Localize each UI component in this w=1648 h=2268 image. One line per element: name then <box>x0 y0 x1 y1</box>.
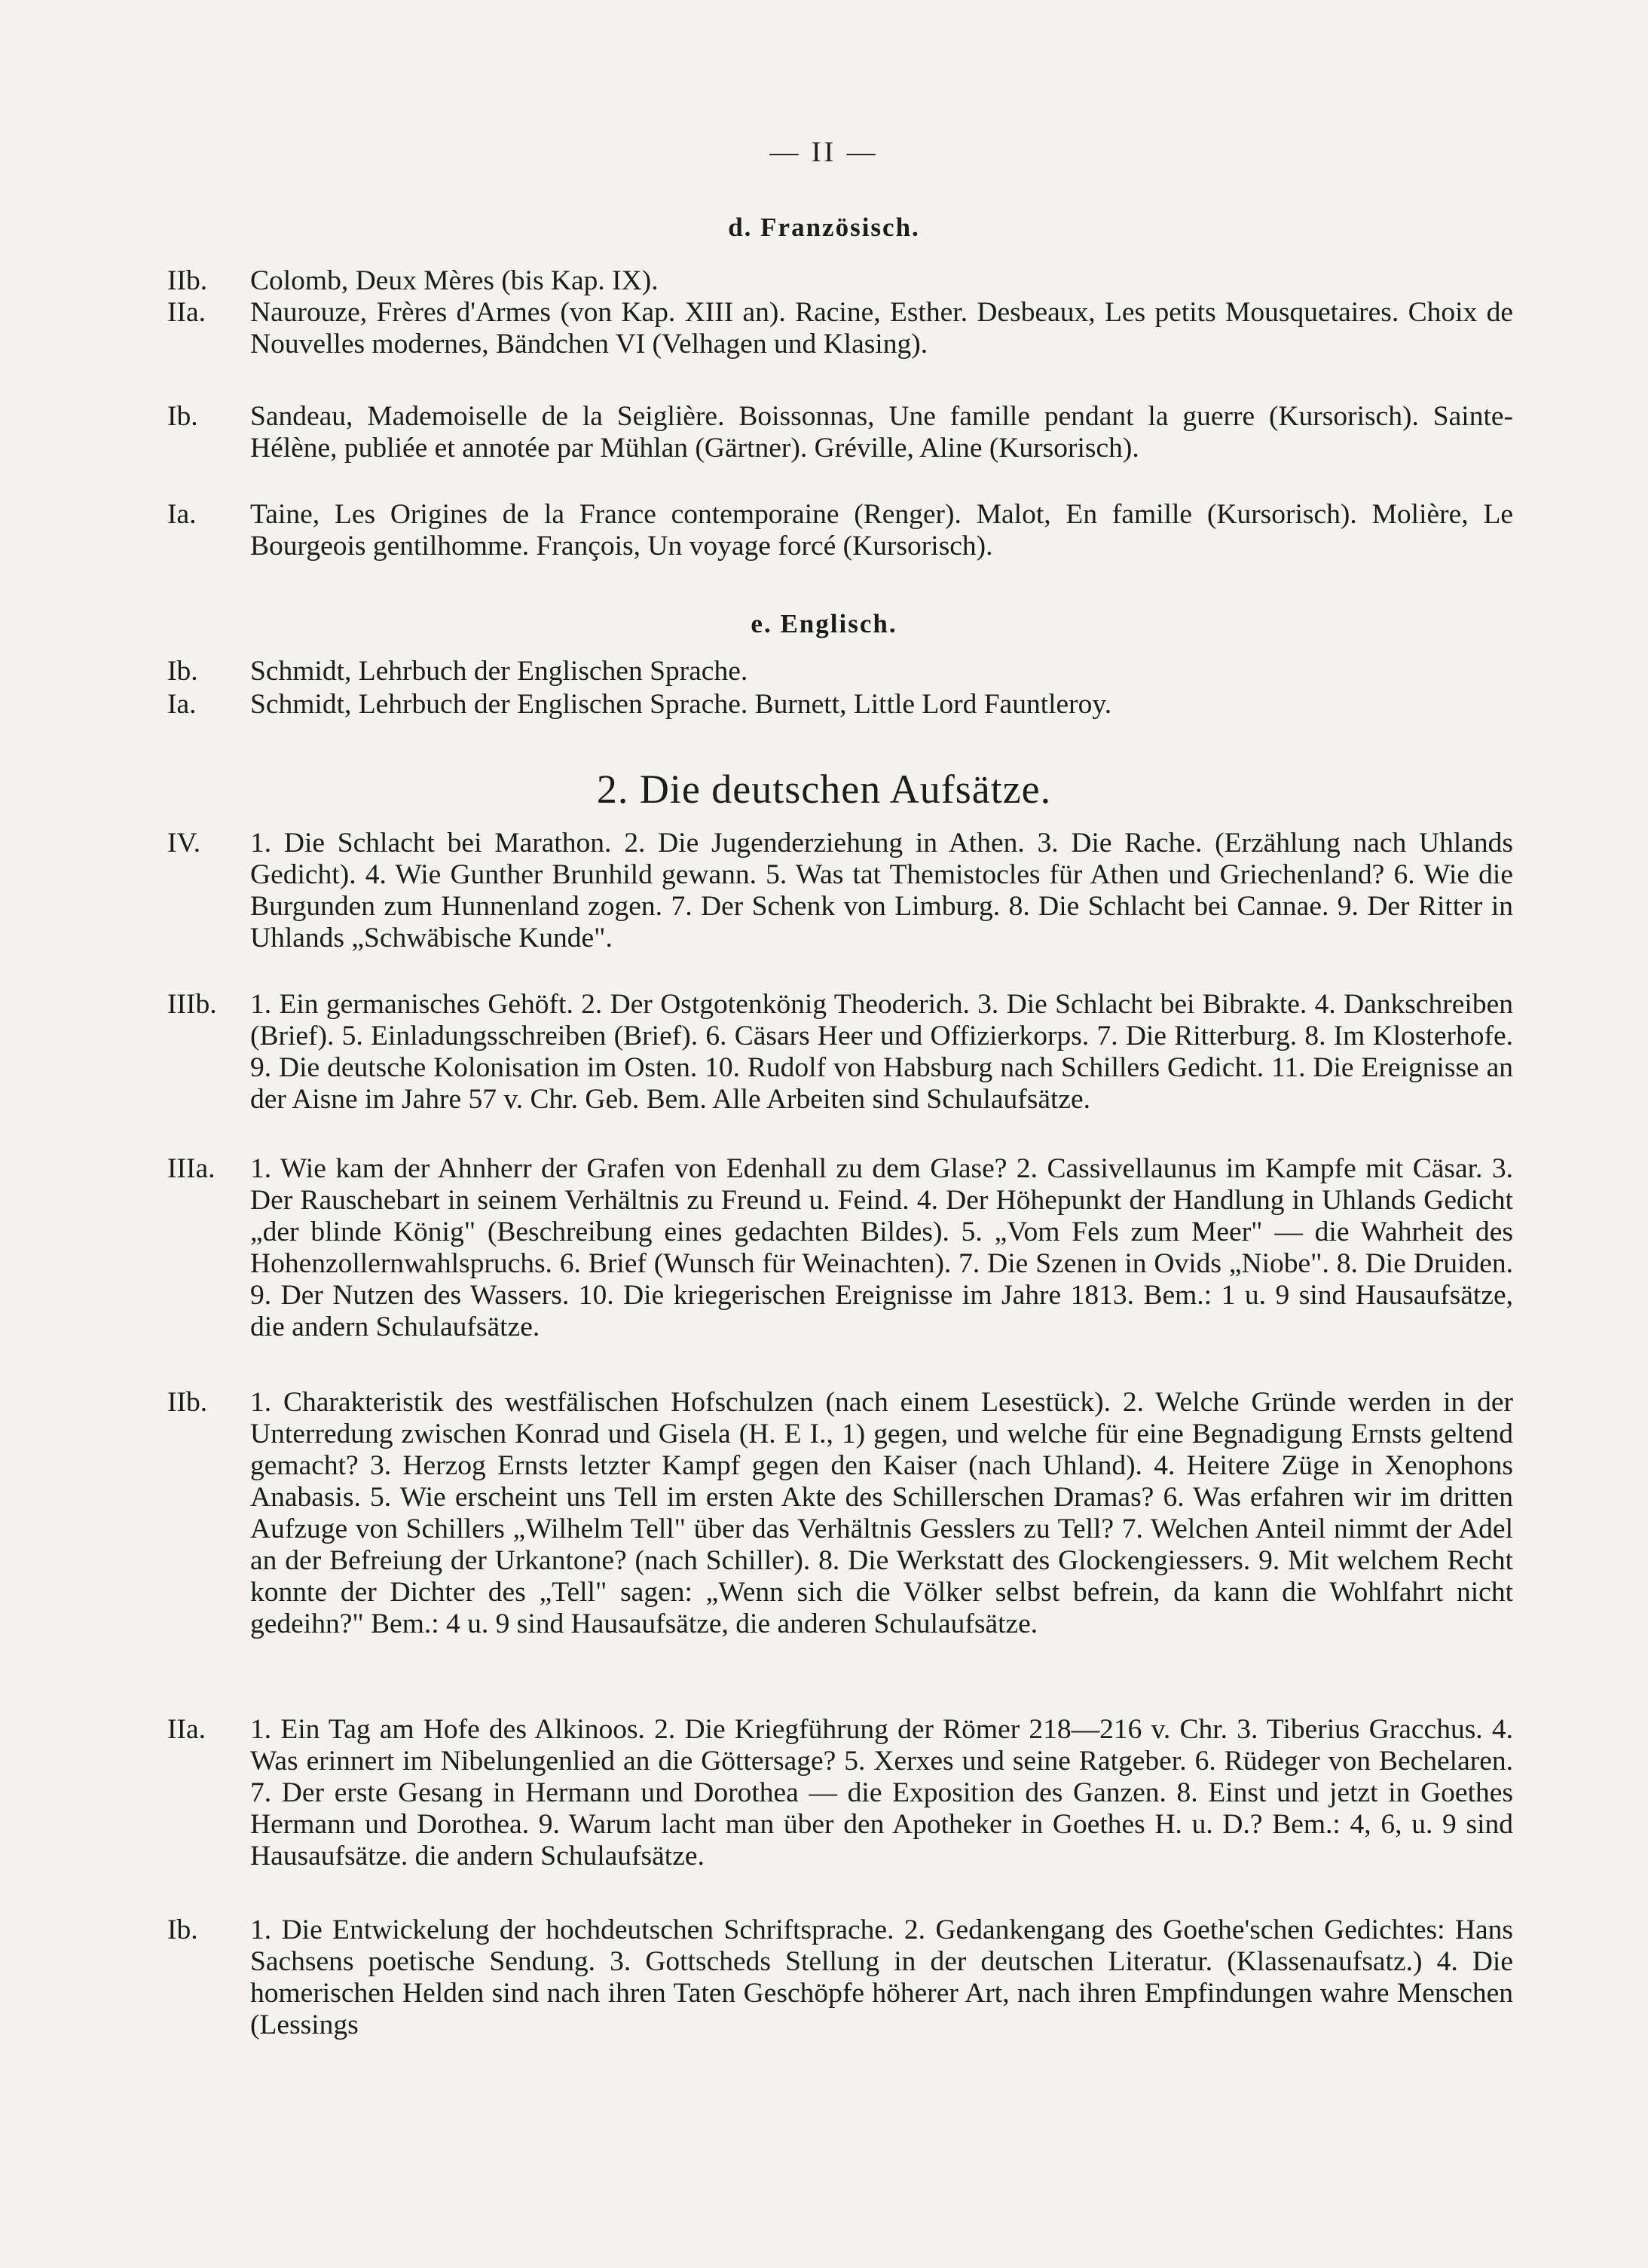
heading-english: e. Englisch. <box>751 609 897 638</box>
essay-entry <box>167 828 1513 986</box>
entry-text: 1. Ein Tag am Hofe des Alkinoos. 2. Die Kriegführung der Römer 218—216 v. Chr. 3. Tiberius Gracchus. 4. Was erinnert im Nibelungenlied an die Göttersage? 5. Xerxes und seine Ratgeber. 6. Rüdeger von Bechelaren. 7. Der erste Gesang in Hermann und Dorothea — die Exposition des Ganzen. 8. Einst und jetzt in Goethes Hermann und Dorothea. 9. Warum lacht man über den Apotheker in Goethes H. u. D.? Bem.: 4, 6, u. 9 sind Hausaufsätze. die andern Schulaufsätze. <box>250 1714 1513 1872</box>
class-label: IIIa. <box>167 1153 216 1184</box>
entry-text: 1. Die Entwickelung der hochdeutschen Schriftsprache. 2. Gedankengang des Goethe'schen Gedichtes: Hans Sachsens poetische Sendung. 3. Gottscheds Stellung in der deutschen Literatur. (Klassenaufsatz.) 4. Die homerischen Helden sind nach ihren Taten Geschöpfe höherer Art, nach ihren Empfindungen wahre Menschen (Lessings <box>250 1914 1513 2040</box>
heading-french: d. Französisch. <box>728 213 920 242</box>
entry-text: Colomb, Deux Mères (bis Kap. IX). <box>250 265 659 296</box>
entry-text: 1. Charakteristik des westfälischen Hofschulzen (nach einem Lesestück). 2. Welche Gründe werden in der Unterredung zwischen Konrad und Gisela (H. E I., 1) gegen, und welche für eine Begnadigung Ernsts geltend gemacht? 3. Herzog Ernsts letzter Kampf gegen den Kaiser (nach Uhland). 4. Heitere Züge in Xenophons Anabasis. 5. Wie erscheint uns Tell im ersten Akte des Schillerschen Dramas? 6. Was erfahren wir im dritten Aufzuge von Schillers „Wilhelm Tell" über das Verhältnis Gesslers zu Tell? 7. Welchen Anteil nimmt der Adel an der Befreiung der Urkantone? (nach Schiller). 8. Die Werkstatt des Glockengiessers. 9. Mit welchem Recht konnte der Dichter des „Tell" sagen: „Wenn sich die Völker selbst befrein, da kann die Wohlfahrt nicht gedeihn?" Bem.: 4 u. 9 sind Hausaufsätze, die anderen Schulaufsätze. <box>250 1387 1513 1639</box>
english-entry <box>167 689 1513 721</box>
class-label: IIb. <box>167 265 208 296</box>
french-entry <box>167 297 1513 392</box>
entry-text: Taine, Les Origines de la France contemporaine (Renger). Malot, En famille (Kursorisch). Molière, Le Bourgeois gentilhomme. François, Un voyage forcé (Kursorisch). <box>250 499 1513 562</box>
essay-entry <box>167 1714 1513 1904</box>
class-label: IV. <box>167 828 201 859</box>
essay-entry <box>167 1914 1513 2043</box>
french-entry <box>167 401 1513 496</box>
essay-entry <box>167 1387 1513 1703</box>
class-label: IIa. <box>167 1714 206 1745</box>
french-entry <box>167 499 1513 594</box>
english-entry <box>167 656 1513 687</box>
french-entry <box>167 265 1513 297</box>
entry-text: 1. Ein germanisches Gehöft. 2. Der Ostgotenkönig Theoderich. 3. Die Schlacht bei Bibrakte. 4. Dankschreiben (Brief). 5. Einladungsschreiben (Brief). 6. Cäsars Heer und Offizierkorps. 7. Die Ritterburg. 8. Im Klosterhofe. 9. Die deutsche Kolonisation im Osten. 10. Rudolf von Habsburg nach Schillers Gedicht. 11. Die Ereignisse an der Aisne im Jahre 57 v. Chr. Geb. Bem. Alle Arbeiten sind Schulaufsätze. <box>250 989 1513 1115</box>
class-label: Ib. <box>167 656 198 687</box>
class-label: IIa. <box>167 297 206 328</box>
class-label: Ib. <box>167 1914 198 1945</box>
entry-text: Schmidt, Lehrbuch der Englischen Sprache. Burnett, Little Lord Fauntleroy. <box>250 689 1112 720</box>
essay-entry <box>167 989 1513 1147</box>
page-number: — II — <box>769 136 879 168</box>
entry-text: Sandeau, Mademoiselle de la Seiglière. Boissonnas, Une famille pendant la guerre (Kursorisch). Sainte-Hélène, publiée et annotée par Mühlan (Gärtner). Gréville, Aline (Kursorisch). <box>250 401 1513 464</box>
class-label: IIIb. <box>167 989 217 1020</box>
entry-text: Schmidt, Lehrbuch der Englischen Sprache. <box>250 656 748 687</box>
entry-text: Naurouze, Frères d'Armes (von Kap. XIII an). Racine, Esther. Desbeaux, Les petits Mousquetaires. Choix de Nouvelles modernes, Bändchen VI (Velhagen und Klasing). <box>250 297 1513 360</box>
class-label: IIb. <box>167 1387 208 1418</box>
entry-text: 1. Wie kam der Ahnherr der Grafen von Edenhall zu dem Glase? 2. Cassivellaunus im Kampfe mit Cäsar. 3. Der Rauschebart in seinem Verhältnis zu Freund u. Feind. 4. Der Höhepunkt der Handlung in Uhlands Gedicht „der blinde König" (Beschreibung eines gedachten Bildes). 5. „Vom Fels zum Meer" — die Wahrheit des Hohenzollernwahlspruchs. 6. Brief (Wunsch für Weinachten). 7. Die Szenen in Ovids „Niobe". 8. Die Druiden. 9. Der Nutzen des Wassers. 10. Die kriegerischen Ereignisse im Jahre 1813. Bem.: 1 u. 9 sind Hausaufsätze, die andern Schulaufsätze. <box>250 1153 1513 1342</box>
heading-essays: 2. Die deutschen Aufsätze. <box>596 767 1052 812</box>
class-label: Ib. <box>167 401 198 432</box>
class-label: Ia. <box>167 689 197 720</box>
essay-entry <box>167 1153 1513 1379</box>
entry-text: 1. Die Schlacht bei Marathon. 2. Die Jugenderziehung in Athen. 3. Die Rache. (Erzählung nach Uhlands Gedicht). 4. Wie Gunther Brunhild gewann. 5. Was tat Themistocles für Athen und Griechenland? 6. Wie die Burgunden zum Hunnenland zogen. 7. Der Schenk von Limburg. 8. Die Schlacht bei Cannae. 9. Der Ritter in Uhlands „Schwäbische Kunde". <box>250 828 1513 953</box>
class-label: Ia. <box>167 499 197 530</box>
